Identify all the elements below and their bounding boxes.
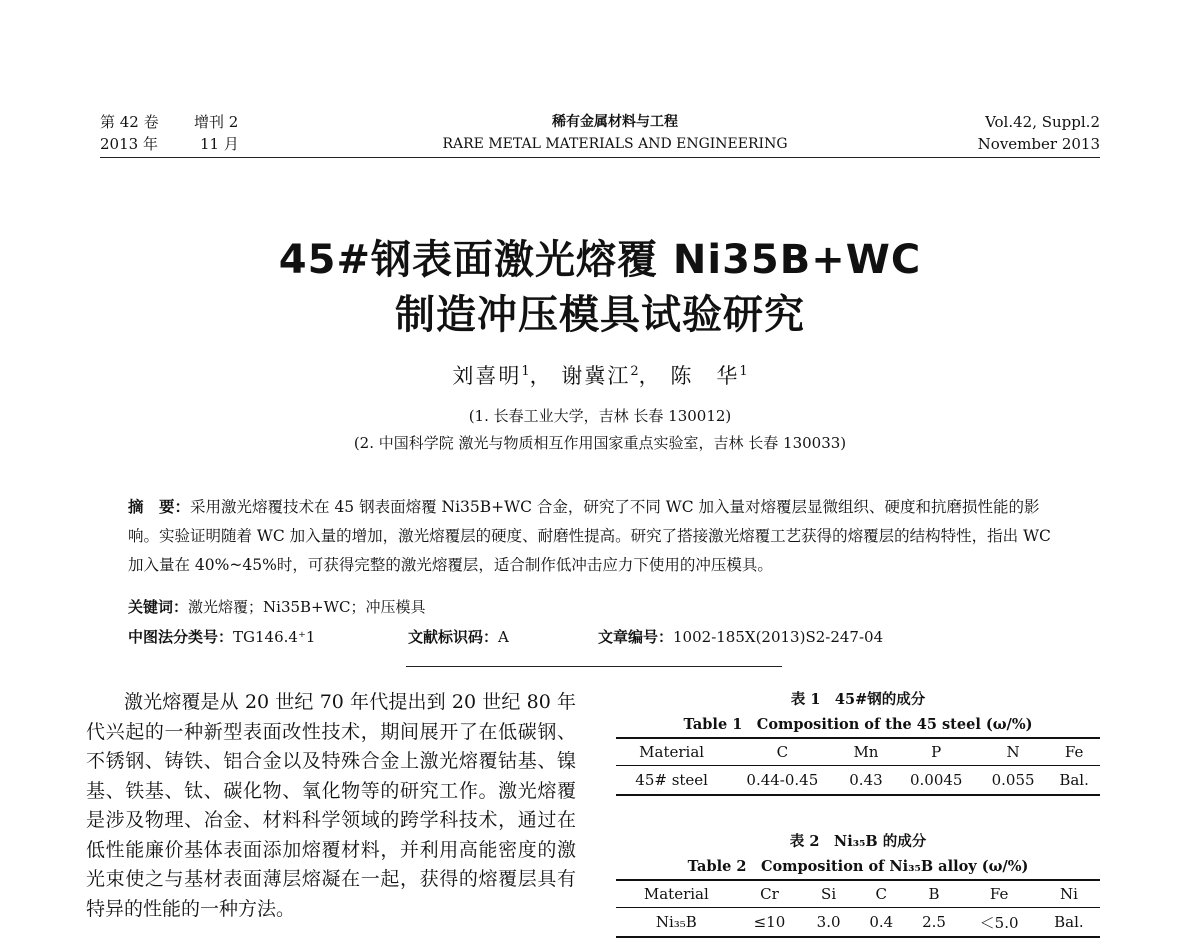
abstract-label: 摘 要： — [128, 498, 191, 516]
doc-value: A — [498, 628, 509, 646]
table-cell: 2.5 — [908, 908, 961, 938]
table-header: B — [908, 880, 961, 908]
table-cell: 45# steel — [616, 766, 727, 796]
article-value: 1002-185X(2013)S2-247-04 — [673, 628, 884, 646]
table-header: Ni — [1038, 880, 1100, 908]
abstract-text: 采用激光熔覆技术在 45 钢表面熔覆 Ni35B+WC 合金，研究了不同 WC 加入量对熔覆层显微组织、硬度和抗磨损性能的影响。实验证明随着 WC 加入量的增加，激光熔覆层的硬度、耐磨性提高。研究了搭接激光熔覆工艺获得的熔覆层的结构特性，指出 WC 加入量在 40%~45%时，可获得完整的激光熔覆层，适合制作低冲击应力下使用的冲压模具。 — [128, 498, 1051, 574]
clc-number — [128, 626, 315, 647]
month-label: 11 月 — [200, 135, 239, 153]
paper-title-line1: 45#钢表面激光熔覆 Ni35B+WC — [278, 237, 922, 283]
doc-code — [408, 626, 509, 647]
table-cell: 0.0045 — [895, 766, 978, 796]
year-label: 2013 年 — [100, 135, 158, 153]
table-header: C — [855, 880, 908, 908]
keywords-text: 激光熔覆；Ni35B+WC；冲压模具 — [188, 598, 426, 616]
keywords-label: 关键词： — [128, 598, 189, 616]
author-aff: 2 — [630, 364, 639, 379]
volume-label: 第 42 卷 — [100, 113, 159, 131]
affiliation-2: (2. 中国科学院 激光与物质相互作用国家重点实验室，吉林 长春 130033) — [353, 434, 847, 452]
table1-grid — [616, 737, 1100, 796]
table2-caption-cn: 表 2 Ni₃₅B 的成分 — [789, 833, 927, 850]
table-header-row — [616, 880, 1100, 908]
table-cell: Bal. — [1048, 766, 1100, 796]
author-aff: 1 — [739, 364, 748, 379]
table-cell: 0.43 — [837, 766, 894, 796]
table-2 — [616, 830, 1100, 938]
doc-label: 文献标识码： — [408, 628, 499, 646]
volume-en: Vol.42, Suppl.2 — [985, 113, 1100, 131]
table-cell: 0.055 — [978, 766, 1048, 796]
table-header: C — [727, 738, 837, 766]
table-header: Mn — [837, 738, 894, 766]
author-name: 刘喜明 — [452, 364, 522, 388]
date-en: November 2013 — [977, 135, 1100, 153]
author-name: 谢冀江 — [561, 364, 631, 388]
clc-value: TG146.4⁺1 — [233, 628, 316, 646]
table-header: Material — [616, 738, 727, 766]
header-rule — [100, 157, 1100, 158]
journal-name-cn: 稀有金属材料与工程 — [552, 114, 678, 130]
table2-caption-en: Table 2 Composition of Ni₃₅B alloy (ω/%) — [687, 858, 1029, 875]
table-row — [616, 908, 1100, 938]
table-header: Material — [616, 880, 737, 908]
table-cell: ＜5.0 — [960, 908, 1038, 938]
table-header: Fe — [960, 880, 1038, 908]
intro-paragraph — [86, 688, 576, 929]
table-cell: 0.44-0.45 — [727, 766, 837, 796]
table-header: N — [978, 738, 1048, 766]
table-cell: 3.0 — [802, 908, 855, 938]
table-cell: Bal. — [1038, 908, 1100, 938]
author-name: 陈 华 — [670, 364, 740, 388]
issue-label: 增刊 2 — [194, 113, 239, 131]
section-separator — [406, 666, 782, 667]
intro-text: 激光熔覆是从 20 世纪 70 年代提出到 20 世纪 80 年代兴起的一种新型表面改性技术，期间展开了在低碳钢、不锈钢、铸铁、铝合金以及特殊合金上激光熔覆钴基、镍基、铁基、钛、碳化物、氧化物等的研究工作。激光熔覆是涉及物理、冶金、材料科学领域的跨学科技术，通过在低性能廉价基体表面添加熔覆材料，并利用高能密度的激光束使之与基材表面薄层熔凝在一起，获得的熔覆层具有特异的性能的一种方法。 — [86, 691, 576, 920]
clc-label: 中图法分类号： — [128, 628, 234, 646]
table-header: Cr — [737, 880, 803, 908]
keywords — [128, 596, 426, 617]
paper-title-line2: 制造冲压模具试验研究 — [395, 292, 805, 338]
table1-caption-en: Table 1 Composition of the 45 steel (ω/%) — [683, 716, 1033, 733]
table2-grid — [616, 879, 1100, 938]
table-cell: ≤10 — [737, 908, 803, 938]
article-label: 文章编号： — [598, 628, 674, 646]
table1-caption-cn: 表 1 45#钢的成分 — [790, 691, 926, 708]
table-header: Fe — [1048, 738, 1100, 766]
affiliation-1: (1. 长春工业大学，吉林 长春 130012) — [468, 407, 732, 425]
table-row — [616, 766, 1100, 796]
table-cell: 0.4 — [855, 908, 908, 938]
table-header-row — [616, 738, 1100, 766]
author-list: 刘喜明$^1$， 谢冀江$^2$， 陈 华$^1$ — [452, 364, 748, 388]
table-header: Si — [802, 880, 855, 908]
abstract — [128, 493, 1068, 580]
table-cell: Ni₃₅B — [616, 908, 737, 938]
author-aff: 1 — [521, 364, 530, 379]
article-number — [598, 626, 883, 647]
journal-name-en: RARE METAL MATERIALS AND ENGINEERING — [442, 136, 788, 152]
table-header: P — [895, 738, 978, 766]
table-1 — [616, 688, 1100, 796]
